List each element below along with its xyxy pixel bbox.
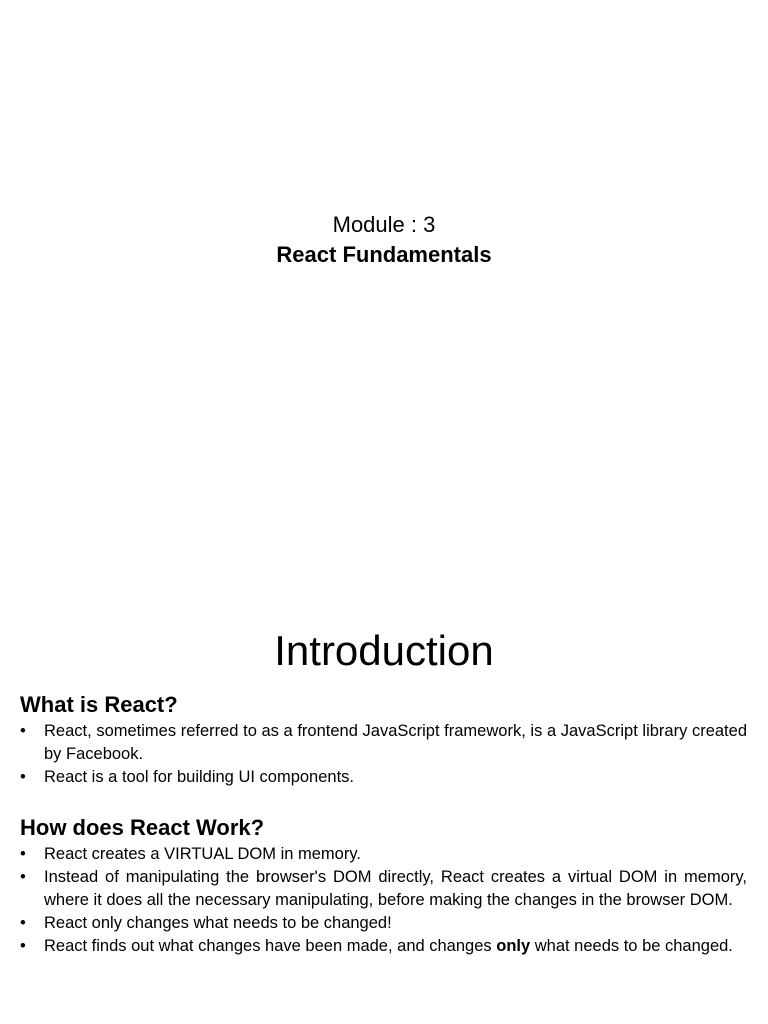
- module-title: React Fundamentals: [276, 242, 492, 267]
- list-item-text-after: what needs to be changed.: [530, 937, 733, 955]
- page-title: Introduction: [274, 627, 494, 674]
- list-item-text: [44, 937, 733, 955]
- bullet-list-how-react-works: [20, 843, 747, 958]
- list-item: [20, 912, 747, 935]
- list-item: [20, 866, 747, 912]
- list-item-text: Instead of manipulating the browser's DOM directly, React creates a virtual DOM in memory, where it does all the necessary manipulating, before making the changes in the browser DOM.: [44, 868, 747, 909]
- bullet-icon: •: [20, 868, 26, 886]
- list-item-text: React is a tool for building UI components.: [44, 768, 354, 786]
- bullet-icon: •: [20, 722, 26, 740]
- list-item: [20, 935, 747, 958]
- list-item: [20, 843, 747, 866]
- list-item-text-before: React finds out what changes have been made, and changes: [44, 937, 497, 955]
- bullet-list-what-is-react: [20, 720, 747, 789]
- module-label: Module : 3: [332, 212, 436, 237]
- list-item-text: React creates a VIRTUAL DOM in memory.: [44, 845, 361, 863]
- emphasis-text: only: [496, 937, 531, 955]
- section-heading-how-react-works: How does React Work?: [20, 815, 265, 840]
- list-item-text: React only changes what needs to be changed!: [44, 914, 392, 932]
- list-item: [20, 720, 747, 766]
- section-heading-what-is-react: What is React?: [20, 692, 178, 717]
- list-item: [20, 766, 747, 789]
- bullet-icon: •: [20, 768, 26, 786]
- introduction-slide: [0, 576, 768, 1024]
- bullet-icon: •: [20, 937, 26, 955]
- list-item-text: React, sometimes referred to as a frontend JavaScript framework, is a JavaScript library created by Facebook.: [44, 722, 747, 763]
- bullet-icon: •: [20, 914, 26, 932]
- bullet-icon: •: [20, 845, 26, 863]
